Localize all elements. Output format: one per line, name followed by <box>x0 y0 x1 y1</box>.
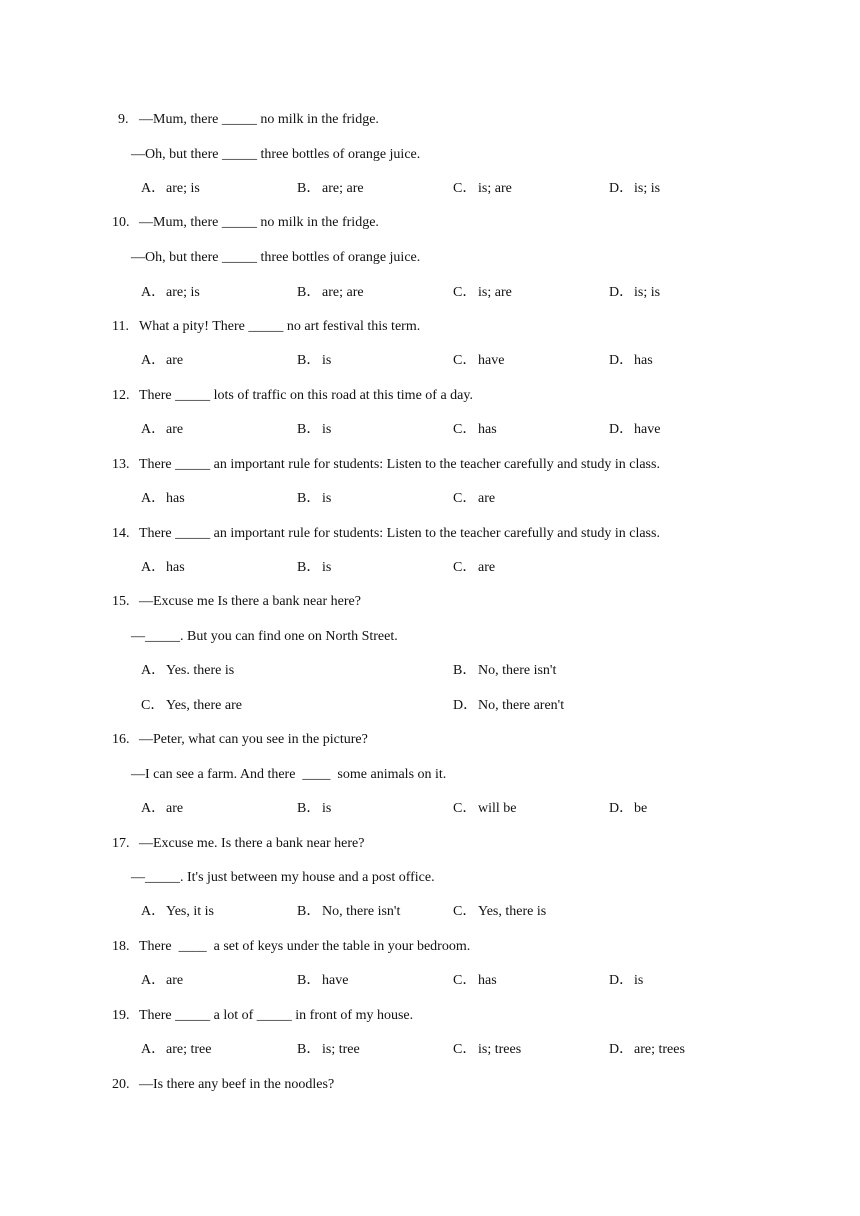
option-c[interactable]: C． is; are <box>453 285 512 300</box>
option-a[interactable]: A．are <box>141 973 184 988</box>
option-d[interactable]: D．is; is <box>609 285 661 300</box>
question-number: 19. <box>112 1008 130 1023</box>
option-c[interactable]: C． Yes, there are <box>141 698 242 713</box>
question-number: 10. <box>112 215 130 230</box>
option-a[interactable]: A．are; tree <box>141 1042 212 1057</box>
option-c[interactable]: C． has <box>453 422 497 437</box>
question-subtext: —I can see a farm. And there ____ some animals on it. <box>131 767 447 782</box>
question-text: —Excuse me Is there a bank near here? <box>139 594 361 609</box>
question-text: What a pity! There _____ no art festival this term. <box>139 319 421 334</box>
option-d[interactable]: D．are; trees <box>609 1042 685 1057</box>
question-text: —Mum, there _____ no milk in the fridge. <box>139 215 379 230</box>
question-text: —Mum, there _____ no milk in the fridge. <box>139 112 379 127</box>
question-subtext: —Oh, but there _____ three bottles of orange juice. <box>131 250 421 265</box>
option-a[interactable]: A．Yes, it is <box>141 904 214 919</box>
option-a[interactable]: A．are; is <box>141 285 200 300</box>
question-number: 17. <box>112 836 130 851</box>
option-d[interactable]: D．No, there aren't <box>453 698 565 713</box>
option-a[interactable]: A．are <box>141 422 184 437</box>
option-a[interactable]: A．has <box>141 491 185 506</box>
question-text: —Peter, what can you see in the picture? <box>139 732 368 747</box>
option-a[interactable]: A．are; is <box>141 181 200 196</box>
option-c[interactable]: C． are <box>453 491 496 506</box>
question-number: 18. <box>112 939 130 954</box>
option-c[interactable]: C． have <box>453 353 505 368</box>
question-subtext: —Oh, but there _____ three bottles of orange juice. <box>131 147 421 162</box>
question-number: 16. <box>112 732 130 747</box>
question-text: —Excuse me. Is there a bank near here? <box>139 836 365 851</box>
question-number: 20. <box>112 1077 130 1092</box>
option-a[interactable]: A．Yes. there is <box>141 663 235 678</box>
question-number: 9. <box>118 112 129 127</box>
option-a[interactable]: A．are <box>141 353 184 368</box>
option-c[interactable]: C． will be <box>453 801 517 816</box>
option-b[interactable]: B． is <box>297 422 332 437</box>
option-b[interactable]: B． is <box>297 560 332 575</box>
option-b[interactable]: B． is <box>297 801 332 816</box>
option-c[interactable]: C． Yes, there is <box>453 904 547 919</box>
option-b[interactable]: B． are; are <box>297 285 364 300</box>
option-c[interactable]: C． is; are <box>453 181 512 196</box>
question-subtext: —_____. It's just between my house and a post office. <box>131 870 435 885</box>
option-b[interactable]: B． No, there isn't <box>297 904 401 919</box>
option-c[interactable]: C． are <box>453 560 496 575</box>
option-d[interactable]: D．is <box>609 973 644 988</box>
option-b[interactable]: B． is <box>297 491 332 506</box>
option-b[interactable]: B． is <box>297 353 332 368</box>
option-d[interactable]: D．is; is <box>609 181 661 196</box>
option-a[interactable]: A．are <box>141 801 184 816</box>
question-text: —Is there any beef in the noodles? <box>139 1077 335 1092</box>
option-b[interactable]: B． are; are <box>297 181 364 196</box>
option-b[interactable]: B． have <box>297 973 349 988</box>
question-text: There _____ lots of traffic on this road at this time of a day. <box>139 388 473 403</box>
question-number: 11. <box>112 319 129 334</box>
question-number: 12. <box>112 388 130 403</box>
option-d[interactable]: D．have <box>609 422 661 437</box>
question-number: 13. <box>112 457 130 472</box>
question-subtext: —_____. But you can find one on North Street. <box>131 629 398 644</box>
question-number: 15. <box>112 594 130 609</box>
question-text: There _____ an important rule for students: Listen to the teacher carefully and study in class. <box>139 457 660 472</box>
option-d[interactable]: D．has <box>609 353 653 368</box>
option-b[interactable]: B． is; tree <box>297 1042 360 1057</box>
option-c[interactable]: C． is; trees <box>453 1042 522 1057</box>
option-b[interactable]: B． No, there isn't <box>453 663 557 678</box>
question-text: There _____ a lot of _____ in front of my house. <box>139 1008 414 1023</box>
option-d[interactable]: D．be <box>609 801 648 816</box>
question-text: There _____ an important rule for students: Listen to the teacher carefully and study in class. <box>139 526 660 541</box>
option-c[interactable]: C． has <box>453 973 497 988</box>
question-number: 14. <box>112 526 130 541</box>
question-text: There ____ a set of keys under the table in your bedroom. <box>139 939 471 954</box>
option-a[interactable]: A．has <box>141 560 185 575</box>
